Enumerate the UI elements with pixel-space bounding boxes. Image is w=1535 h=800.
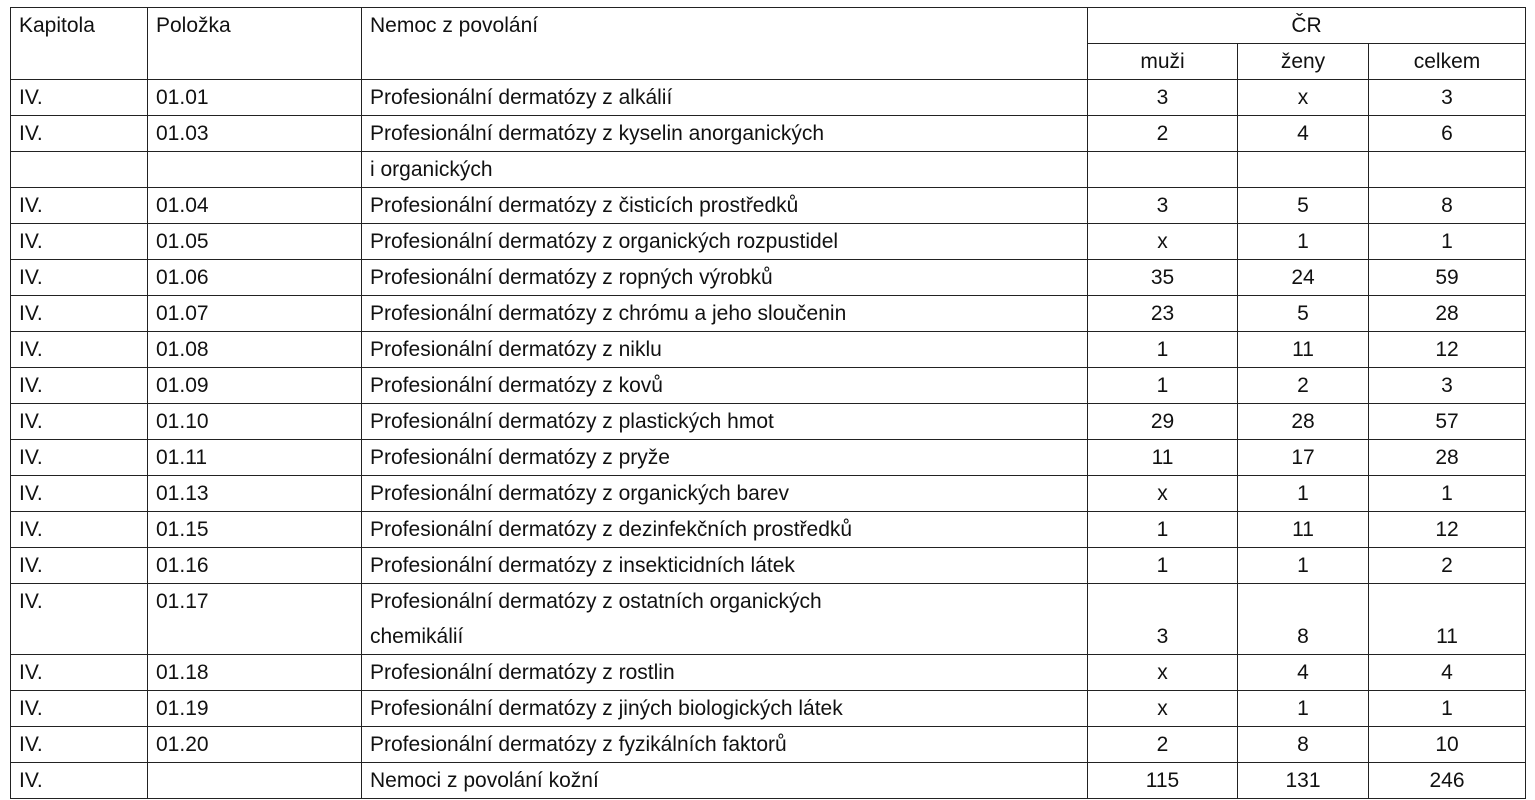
cell-polozka: 01.01	[148, 80, 362, 116]
cell-polozka: 01.07	[148, 296, 362, 332]
cell-kapitola: IV.	[11, 188, 148, 224]
cell-celkem: 12	[1369, 512, 1526, 548]
cell-muzi: 2	[1088, 727, 1238, 763]
table-row	[11, 188, 1526, 224]
cell-polozka: 01.09	[148, 368, 362, 404]
cell-celkem: 12	[1369, 332, 1526, 368]
header-zeny: ženy	[1238, 44, 1369, 80]
cell-celkem: 3	[1369, 368, 1526, 404]
cell-kapitola: IV.	[11, 404, 148, 440]
cell-kapitola: IV.	[11, 512, 148, 548]
cell-polozka	[148, 152, 362, 188]
cell-zeny	[1238, 152, 1369, 188]
cell-kapitola: IV.	[11, 80, 148, 116]
cell-celkem	[1369, 152, 1526, 188]
table-row	[11, 152, 1526, 188]
table-row	[11, 368, 1526, 404]
cell-celkem: 6	[1369, 116, 1526, 152]
cell-celkem: 10	[1369, 727, 1526, 763]
cell-muzi: 1	[1088, 512, 1238, 548]
table-row	[11, 332, 1526, 368]
cell-kapitola: IV.	[11, 224, 148, 260]
cell-kapitola: IV.	[11, 691, 148, 727]
cell-celkem: 4	[1369, 655, 1526, 691]
cell-muzi: 3	[1088, 80, 1238, 116]
cell-nemoc: Profesionální dermatózy z plastických hmot	[362, 404, 1088, 440]
table-row	[11, 260, 1526, 296]
cell-zeny: 4	[1238, 116, 1369, 152]
cell-nemoc: Profesionální dermatózy z rostlin	[362, 655, 1088, 691]
cell-zeny: 28	[1238, 404, 1369, 440]
cell-celkem: 59	[1369, 260, 1526, 296]
cell-zeny: 24	[1238, 260, 1369, 296]
cell-kapitola: IV.	[11, 260, 148, 296]
cell-muzi: 29	[1088, 404, 1238, 440]
cell-nemoc	[362, 584, 1088, 655]
cell-zeny: 2	[1238, 368, 1369, 404]
table-row	[11, 763, 1526, 799]
cell-nemoc: Nemoci z povolání kožní	[362, 763, 1088, 799]
cell-celkem: 1	[1369, 476, 1526, 512]
header-cr: ČR	[1088, 8, 1526, 44]
table-row	[11, 727, 1526, 763]
cell-zeny: 1	[1238, 548, 1369, 584]
table-row	[11, 548, 1526, 584]
table-row	[11, 655, 1526, 691]
cell-nemoc: Profesionální dermatózy z jiných biologických látek	[362, 691, 1088, 727]
cell-muzi: 1	[1088, 368, 1238, 404]
cell-celkem: 8	[1369, 188, 1526, 224]
cell-celkem: 246	[1369, 763, 1526, 799]
cell-zeny: 8	[1238, 584, 1369, 655]
cell-polozka: 01.10	[148, 404, 362, 440]
cell-kapitola: IV.	[11, 655, 148, 691]
cell-polozka: 01.18	[148, 655, 362, 691]
cell-kapitola: IV.	[11, 440, 148, 476]
table-row	[11, 584, 1526, 655]
cell-kapitola: IV.	[11, 548, 148, 584]
cell-muzi: 11	[1088, 440, 1238, 476]
cell-celkem: 11	[1369, 584, 1526, 655]
cell-nemoc: i organických	[362, 152, 1088, 188]
header-kapitola: Kapitola	[11, 8, 148, 80]
cell-polozka: 01.08	[148, 332, 362, 368]
cell-polozka: 01.20	[148, 727, 362, 763]
cell-muzi: 115	[1088, 763, 1238, 799]
cell-celkem: 57	[1369, 404, 1526, 440]
table-row	[11, 440, 1526, 476]
table-row	[11, 116, 1526, 152]
cell-celkem: 1	[1369, 691, 1526, 727]
cell-nemoc: Profesionální dermatózy z kovů	[362, 368, 1088, 404]
cell-muzi	[1088, 152, 1238, 188]
cell-polozka: 01.04	[148, 188, 362, 224]
cell-muzi: x	[1088, 655, 1238, 691]
cell-kapitola: IV.	[11, 476, 148, 512]
cell-muzi: x	[1088, 691, 1238, 727]
cell-nemoc-line2: chemikálií	[370, 625, 464, 648]
table-row	[11, 691, 1526, 727]
cell-nemoc: Profesionální dermatózy z alkálií	[362, 80, 1088, 116]
table-row	[11, 296, 1526, 332]
cell-muzi: 1	[1088, 332, 1238, 368]
cell-celkem: 1	[1369, 224, 1526, 260]
table-row	[11, 404, 1526, 440]
cell-kapitola: IV.	[11, 763, 148, 799]
cell-zeny: 11	[1238, 332, 1369, 368]
cell-zeny: 4	[1238, 655, 1369, 691]
cell-zeny: 1	[1238, 691, 1369, 727]
cell-muzi: 3	[1088, 188, 1238, 224]
header-celkem: celkem	[1369, 44, 1526, 80]
cell-nemoc: Profesionální dermatózy z chrómu a jeho sloučenin	[362, 296, 1088, 332]
cell-zeny: 1	[1238, 224, 1369, 260]
cell-polozka: 01.06	[148, 260, 362, 296]
cell-zeny: 5	[1238, 188, 1369, 224]
cell-zeny: 131	[1238, 763, 1369, 799]
cell-polozka: 01.11	[148, 440, 362, 476]
cell-muzi: 23	[1088, 296, 1238, 332]
cell-nemoc: Profesionální dermatózy z kyselin anorganických	[362, 116, 1088, 152]
cell-kapitola: IV.	[11, 368, 148, 404]
cell-celkem: 3	[1369, 80, 1526, 116]
cell-polozka: 01.03	[148, 116, 362, 152]
table-row	[11, 476, 1526, 512]
header-polozka: Položka	[148, 8, 362, 80]
cell-nemoc: Profesionální dermatózy z ropných výrobků	[362, 260, 1088, 296]
cell-zeny: 1	[1238, 476, 1369, 512]
cell-kapitola	[11, 152, 148, 188]
occupational-disease-table	[10, 7, 1526, 799]
cell-polozka: 01.13	[148, 476, 362, 512]
cell-nemoc: Profesionální dermatózy z pryže	[362, 440, 1088, 476]
cell-zeny: 11	[1238, 512, 1369, 548]
cell-nemoc: Profesionální dermatózy z čisticích prostředků	[362, 188, 1088, 224]
cell-nemoc: Profesionální dermatózy z dezinfekčních prostředků	[362, 512, 1088, 548]
cell-polozka: 01.05	[148, 224, 362, 260]
cell-zeny: 5	[1238, 296, 1369, 332]
cell-polozka: 01.19	[148, 691, 362, 727]
cell-nemoc: Profesionální dermatózy z niklu	[362, 332, 1088, 368]
cell-zeny: 8	[1238, 727, 1369, 763]
cell-nemoc: Profesionální dermatózy z fyzikálních faktorů	[362, 727, 1088, 763]
header-nemoc: Nemoc z povolání	[362, 8, 1088, 80]
cell-kapitola: IV.	[11, 116, 148, 152]
cell-nemoc: Profesionální dermatózy z insekticidních látek	[362, 548, 1088, 584]
cell-celkem: 28	[1369, 440, 1526, 476]
cell-nemoc-line1: Profesionální dermatózy z ostatních organických	[370, 590, 822, 613]
cell-polozka	[148, 763, 362, 799]
cell-muzi: 3	[1088, 584, 1238, 655]
cell-kapitola: IV.	[11, 584, 148, 655]
cell-nemoc: Profesionální dermatózy z organických barev	[362, 476, 1088, 512]
table-row	[11, 512, 1526, 548]
cell-kapitola: IV.	[11, 727, 148, 763]
header-row	[11, 8, 1526, 44]
cell-kapitola: IV.	[11, 296, 148, 332]
cell-muzi: x	[1088, 224, 1238, 260]
cell-muzi: 1	[1088, 548, 1238, 584]
cell-zeny: 17	[1238, 440, 1369, 476]
cell-celkem: 28	[1369, 296, 1526, 332]
cell-polozka: 01.17	[148, 584, 362, 655]
cell-zeny: x	[1238, 80, 1369, 116]
table-row	[11, 224, 1526, 260]
header-muzi: muži	[1088, 44, 1238, 80]
cell-nemoc: Profesionální dermatózy z organických rozpustidel	[362, 224, 1088, 260]
cell-polozka: 01.16	[148, 548, 362, 584]
cell-kapitola: IV.	[11, 332, 148, 368]
table-row	[11, 80, 1526, 116]
cell-polozka: 01.15	[148, 512, 362, 548]
cell-muzi: 35	[1088, 260, 1238, 296]
cell-celkem: 2	[1369, 548, 1526, 584]
cell-muzi: x	[1088, 476, 1238, 512]
cell-muzi: 2	[1088, 116, 1238, 152]
